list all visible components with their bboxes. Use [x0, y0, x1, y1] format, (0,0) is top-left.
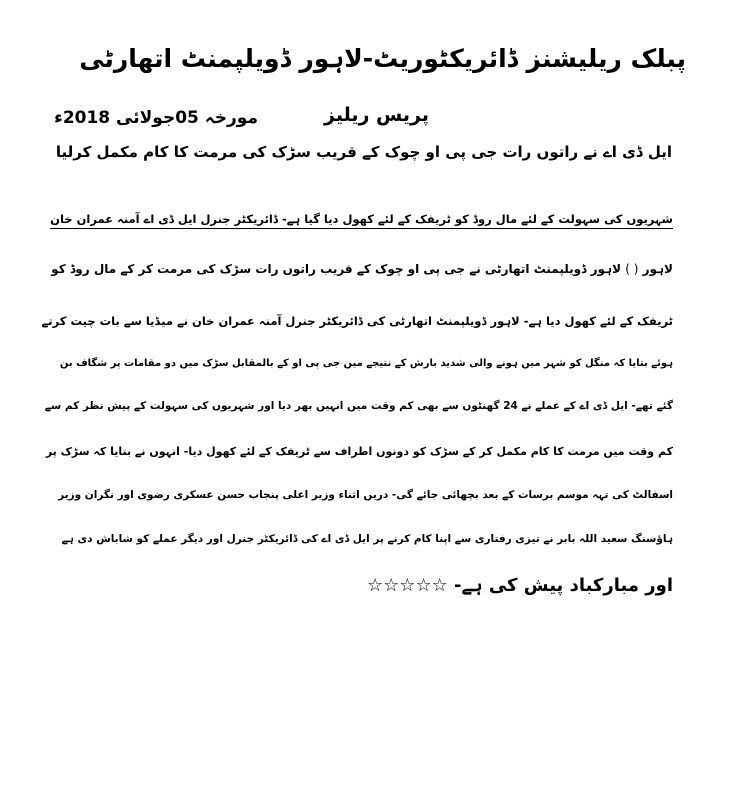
body-line-1-text: لاہور ڈویلپمنٹ اتھارٹی نے جی پی او چوک کے قریب راتوں رات سڑک کی مرمت کر کے مال روڈ کو	[51, 262, 622, 276]
subheadline: شہریوں کی سہولت کے لئے مال روڈ کو ٹریفک کے لئے کھول دیا گیا ہے- ڈائریکٹر جنرل ایل ڈی اے آمنہ عمران خان	[50, 212, 673, 229]
body-line-4: گئے تھے- ایل ڈی اے کے عملے نے 24 گھنٹوں سے بھی کم وقت میں انہیں بھر دیا اور شہریوں کی سہولت کے پیش نظر کم سے	[44, 400, 673, 412]
body-line-8: اور مبارکباد پیش کی ہے- ☆☆☆☆☆	[367, 575, 673, 596]
body-line-6: اسفالٹ کی تہہ موسم برسات کے بعد بچھائی جائے گی- دریں اثناء وزیر اعلی پنجاب حسن عسکری رضوی اور نگران وزیر	[58, 489, 673, 501]
body-line-5: کم وقت میں مرمت کا کام مکمل کر کے سڑک کو دونوں اطراف سے ٹریفک کے لئے کھول دیا- انہوں نے بتایا کہ سڑک پر	[45, 445, 673, 458]
organization-header: پبلک ریلیشنز ڈائریکٹوریٹ-لاہور ڈویلپمنٹ اتھارٹی	[79, 44, 686, 73]
dateline-city: لاہور	[642, 262, 673, 276]
headline: ایل ڈی اے نے راتوں رات جی پی او چوک کے قریب سڑک کی مرمت کا کام مکمل کرلیا	[55, 143, 672, 161]
dateline-bracket: ( )	[625, 262, 639, 276]
release-date: مورخہ 05جولائی 2018ء	[54, 108, 258, 128]
body-line-2: ٹریفک کے لئے کھول دیا ہے- لاہور ڈویلپمنٹ اتھارٹی کی ڈائریکٹر جنرل آمنہ عمران خان نے میڈیا سے بات چیت کرتے	[41, 314, 673, 328]
body-line-1	[51, 262, 673, 276]
body-line-7: ہاؤسنگ سعید اللہ بابر نے تیزی رفتاری سے اپنا کام کرنے پر ایل ڈی اے کی ڈائریکٹر جنرل اور دیگر عملے کو شاباش دی ہے	[61, 533, 673, 545]
body-line-3: ہوئے بتایا کہ منگل کو شہر میں ہونے والی شدید بارش کے نتیجے میں جی پی او کے بالمقابل سڑک میں دو مقامات پر شگاف بن	[59, 358, 673, 369]
press-release-label: پریس ریلیز	[324, 104, 429, 126]
